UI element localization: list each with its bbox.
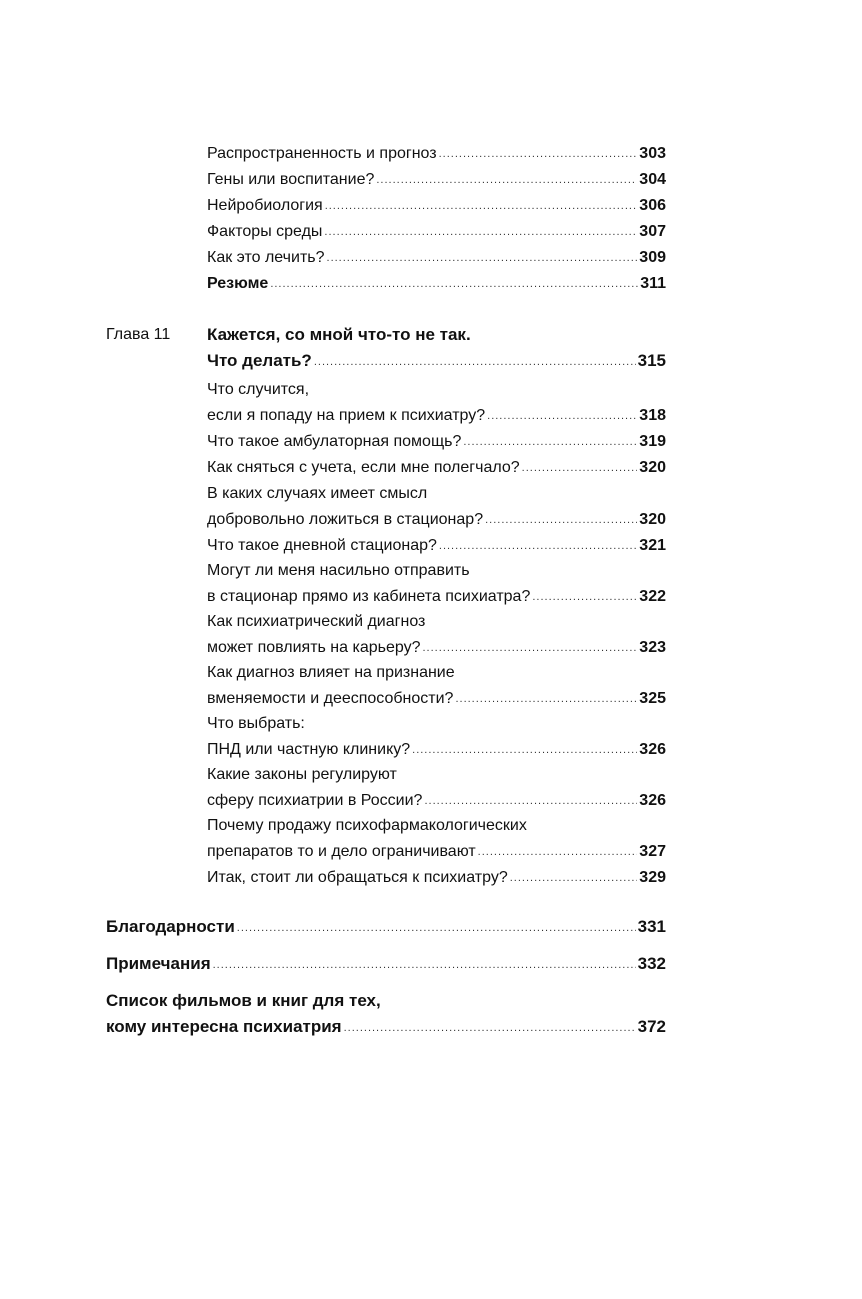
leader-dots — [532, 587, 637, 607]
toc-entry-line1[interactable]: Какие законы регулируют — [207, 766, 397, 783]
leader-dots — [424, 791, 637, 811]
toc-entry-page: 372 — [637, 1017, 666, 1036]
toc-entry-acknowledgements[interactable] — [106, 917, 666, 939]
chapter-number: Глава 11 — [106, 326, 171, 343]
toc-entry-page: 327 — [639, 843, 666, 860]
toc-entry-line1[interactable]: Что случится, — [207, 381, 310, 398]
toc-entry-page: 320 — [639, 459, 666, 476]
toc-entry-page: 321 — [639, 537, 666, 554]
toc-entry[interactable] — [207, 458, 666, 479]
toc-entry-line1[interactable]: Как диагноз влияет на признание — [207, 664, 455, 681]
toc-entry[interactable] — [207, 587, 666, 608]
leader-dots — [376, 170, 637, 190]
chapter-title-entry[interactable] — [207, 351, 666, 373]
toc-entry-page: 304 — [639, 171, 666, 188]
toc-entry-page: 306 — [639, 197, 666, 214]
toc-entry[interactable] — [207, 406, 666, 427]
toc-entry-label: Что делать? — [207, 351, 312, 370]
leader-dots — [213, 955, 636, 975]
toc-entry-label: Примечания — [106, 954, 211, 973]
toc-entry-line1[interactable]: Что выбрать: — [207, 715, 305, 732]
toc-entry[interactable] — [207, 536, 666, 557]
toc-entry-label: Распространенность и прогноз — [207, 145, 437, 162]
toc-entry-label: Резюме — [207, 275, 269, 292]
leader-dots — [478, 842, 638, 862]
toc-entry-notes[interactable] — [106, 954, 666, 976]
leader-dots — [422, 638, 637, 658]
toc-entry-page: 329 — [639, 869, 666, 886]
toc-entry[interactable] — [207, 170, 666, 191]
toc-entry-line1[interactable]: Список фильмов и книг для тех, — [106, 991, 381, 1010]
toc-entry-label: если я попаду на прием к психиатру? — [207, 407, 486, 424]
toc-entry-label: Итак, стоит ли обращаться к психиатру? — [207, 869, 508, 886]
toc-entry-page: 322 — [639, 588, 666, 605]
leader-dots — [522, 458, 638, 478]
toc-entry-page: 303 — [639, 145, 666, 162]
leader-dots — [325, 196, 638, 216]
toc-entry[interactable] — [207, 222, 666, 243]
leader-dots — [270, 274, 638, 294]
toc-entry-page: 309 — [639, 249, 666, 266]
toc-entry-line1[interactable]: Могут ли меня насильно отправить — [207, 562, 470, 579]
toc-entry-line1[interactable]: Как психиатрический диагноз — [207, 613, 426, 630]
toc-entry-label: Что такое амбулаторная помощь? — [207, 433, 462, 450]
toc-entry[interactable] — [207, 740, 666, 761]
leader-dots — [237, 918, 636, 938]
toc-entry-page: 315 — [637, 351, 666, 370]
chapter-title-line1[interactable]: Кажется, со мной что-то не так. — [207, 325, 471, 344]
toc-entry-page: 326 — [639, 792, 666, 809]
toc-entry[interactable] — [207, 510, 666, 531]
toc-entry-label: Гены или воспитание? — [207, 171, 375, 188]
toc-entry-label: Как сняться с учета, если мне полегчало? — [207, 459, 520, 476]
leader-dots — [314, 352, 636, 372]
toc-entry-page: 325 — [639, 690, 666, 707]
toc-entry-label: может повлиять на карьеру? — [207, 639, 421, 656]
leader-dots — [327, 248, 638, 268]
leader-dots — [485, 510, 637, 530]
toc-entry-page: 320 — [639, 511, 666, 528]
toc-entry[interactable] — [207, 689, 666, 710]
toc-entry-label: Благодарности — [106, 917, 235, 936]
toc-entry-label: Как это лечить? — [207, 249, 325, 266]
toc-entry[interactable] — [207, 248, 666, 269]
toc-entry-label: вменяемости и дееспособности? — [207, 690, 454, 707]
toc-entry[interactable] — [207, 432, 666, 453]
toc-entry-page: 326 — [639, 741, 666, 758]
toc-entry-page: 323 — [639, 639, 666, 656]
toc-entry-label: ПНД или частную клинику? — [207, 741, 411, 758]
toc-entry-page: 311 — [640, 275, 666, 292]
toc-entry-page: 307 — [639, 223, 666, 240]
toc-entry-page: 331 — [637, 917, 666, 936]
leader-dots — [439, 144, 638, 164]
toc-entry-page: 318 — [639, 407, 666, 424]
leader-dots — [412, 740, 637, 760]
toc-entry-label: в стационар прямо из кабинета психиатра? — [207, 588, 531, 605]
leader-dots — [487, 406, 637, 426]
leader-dots — [344, 1018, 636, 1038]
toc-entry-page: 332 — [637, 954, 666, 973]
toc-entry-summary[interactable] — [207, 274, 666, 295]
toc-entry-label: Факторы среды — [207, 223, 323, 240]
toc-entry[interactable] — [207, 638, 666, 659]
toc-entry-page: 319 — [639, 433, 666, 450]
leader-dots — [439, 536, 637, 556]
toc-entry-line1[interactable]: В каких случаях имеет смысл — [207, 485, 428, 502]
toc-entry[interactable] — [207, 842, 666, 863]
toc-entry-label: препаратов то и дело ограничивают — [207, 843, 476, 860]
toc-entry-label: Что такое дневной стационар? — [207, 537, 437, 554]
leader-dots — [324, 222, 637, 242]
toc-entry[interactable] — [207, 144, 666, 165]
toc-entry[interactable] — [207, 196, 666, 217]
toc-entry-label: кому интересна психиатрия — [106, 1017, 342, 1036]
toc-entry[interactable] — [207, 868, 666, 889]
toc-entry-label: Нейробиология — [207, 197, 323, 214]
toc-entry-label: сферу психиатрии в России? — [207, 792, 423, 809]
toc-entry-films-books[interactable] — [106, 1017, 666, 1039]
toc-entry[interactable] — [207, 791, 666, 812]
leader-dots — [463, 432, 637, 452]
leader-dots — [455, 689, 637, 709]
toc-entry-line1[interactable]: Почему продажу психофармакологических — [207, 817, 527, 834]
toc-entry-label: добровольно ложиться в стационар? — [207, 511, 484, 528]
leader-dots — [510, 868, 638, 888]
